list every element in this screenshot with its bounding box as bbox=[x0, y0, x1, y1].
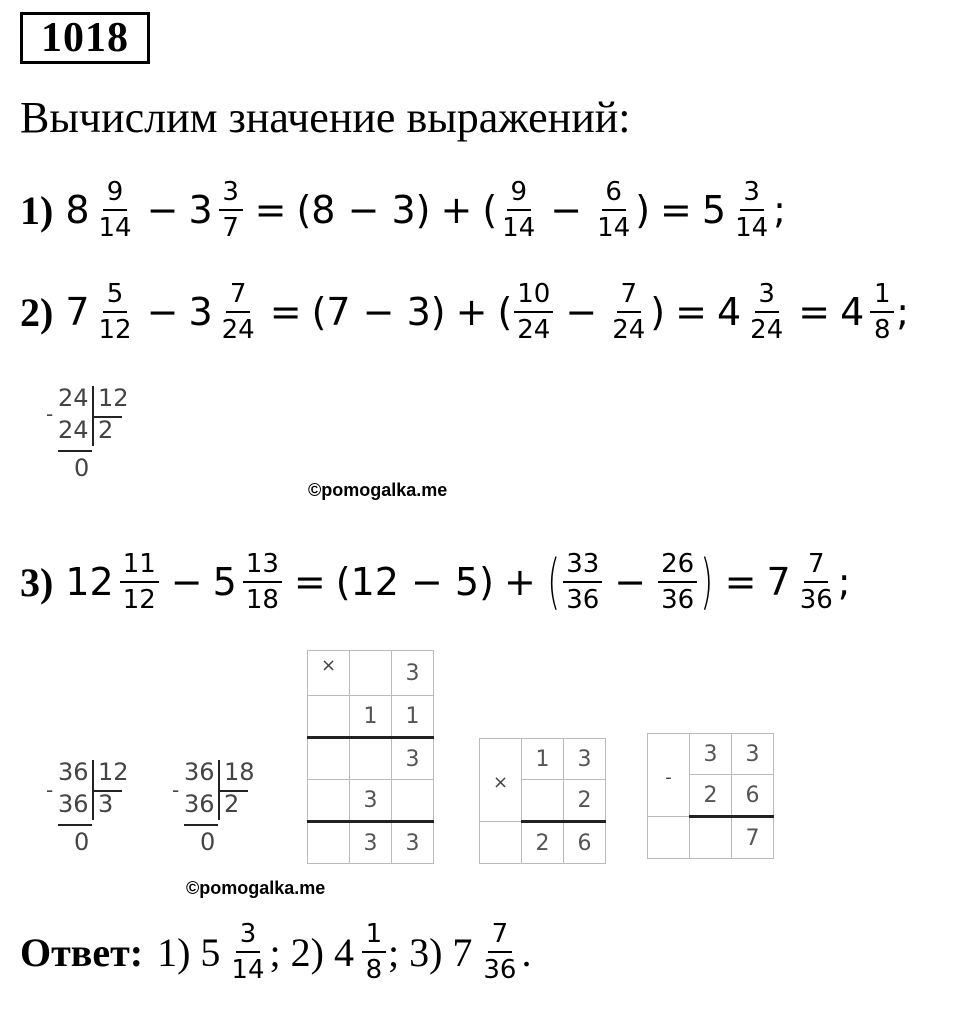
answer-part-1: 1) 5 bbox=[157, 929, 221, 975]
eq3-label: 3) bbox=[20, 559, 54, 605]
eq3-b-fraction: $\frac{13}{18}$ bbox=[243, 549, 282, 615]
eq2-equals: = bbox=[269, 290, 302, 334]
multiplication-13-by-2: × 1 3 2 2 6 bbox=[479, 738, 606, 864]
eq2-b-fraction: $\frac{7}{24}$ bbox=[221, 279, 255, 345]
eq1-label: 1) bbox=[20, 187, 54, 233]
eq3-close-paren: ) bbox=[700, 547, 714, 617]
subtraction-33-minus-26: - 3 3 2 6 7 bbox=[647, 733, 774, 859]
division-36-by-12: - 36 12 36 3 0 bbox=[46, 758, 129, 856]
eq3-group: (12 − 5) bbox=[335, 560, 494, 604]
eq2-res-whole: 4 bbox=[716, 290, 742, 334]
eq1-end: ; bbox=[773, 188, 786, 232]
eq3-minus-2: − bbox=[614, 560, 647, 604]
eq1-equals-2: = bbox=[660, 188, 692, 232]
eq2-open-paren: ( bbox=[497, 290, 513, 334]
eq2-close-paren: ) bbox=[650, 290, 666, 334]
eq1-res-fraction: 3 14 bbox=[735, 177, 769, 243]
equation-1 bbox=[20, 160, 786, 260]
answer-fraction-1: 3 14 bbox=[231, 919, 265, 985]
eq3-a-whole: 12 bbox=[65, 560, 114, 604]
eq2-res2-whole: 4 bbox=[840, 290, 865, 334]
eq2-equals-3: = bbox=[798, 290, 831, 334]
eq2-a-whole: 7 bbox=[65, 290, 90, 334]
eq1-plus: + bbox=[440, 188, 473, 232]
eq2-b-whole: 3 bbox=[188, 290, 213, 334]
eq2-label: 2) bbox=[20, 289, 54, 335]
eq3-a-fraction: 11 12 bbox=[120, 549, 159, 615]
eq1-open-paren: ( bbox=[482, 188, 498, 232]
division-36-by-18: - 36 18 36 2 0 bbox=[172, 758, 255, 856]
eq1-f1: 9 14 bbox=[502, 177, 536, 243]
eq2-res-fraction: $\frac{3}{24}$ bbox=[750, 279, 784, 345]
eq3-f1: 33 36 bbox=[563, 549, 602, 615]
answer-label: Ответ: bbox=[20, 929, 144, 975]
eq1-a-whole: 8 bbox=[65, 188, 90, 232]
division-24-by-12: - 24 12 24 2 0 bbox=[46, 384, 129, 482]
eq2-group: (7 − 3) bbox=[311, 290, 446, 334]
watermark-2: ©pomogalka.me bbox=[186, 878, 326, 898]
eq1-a-fraction: 9 14 bbox=[98, 177, 132, 243]
eq2-minus: − bbox=[146, 290, 179, 334]
watermark-1: ©pomogalka.me bbox=[308, 480, 448, 500]
answer-fraction-2: 1 8 bbox=[362, 919, 386, 985]
answer-part-3: ; 3) 7 bbox=[387, 929, 473, 975]
eq2-res2-fraction: 1 8 bbox=[870, 279, 894, 345]
eq3-end: ; bbox=[837, 560, 851, 604]
eq3-equals: = bbox=[293, 560, 326, 604]
eq1-b-whole: 3 bbox=[188, 188, 213, 232]
eq3-f2: $\frac{26}{36}$ bbox=[658, 549, 697, 615]
eq1-close-paren: ) bbox=[635, 188, 651, 232]
eq2-equals-2: = bbox=[675, 290, 707, 334]
intro-text: Вычислим значение выражений: bbox=[20, 93, 631, 142]
eq3-open-paren: ( bbox=[547, 547, 560, 617]
eq2-f2: $\frac{7}{24}$ bbox=[612, 279, 646, 345]
eq2-a-fraction: 5 12 bbox=[98, 279, 132, 345]
eq2-minus-2: − bbox=[565, 290, 598, 334]
eq3-equals-2: = bbox=[724, 560, 757, 604]
eq1-res-whole: 5 bbox=[701, 188, 727, 232]
eq1-b-fraction: $\frac{3}{7}$ bbox=[219, 177, 243, 243]
eq3-res-whole: 7 bbox=[766, 560, 791, 604]
eq3-plus: + bbox=[503, 560, 536, 604]
answer-fraction-3: 7 36 bbox=[483, 919, 517, 985]
equation-3 bbox=[20, 532, 851, 632]
eq1-minus: − bbox=[146, 188, 179, 232]
eq1-group: (8 − 3) bbox=[296, 188, 431, 232]
eq1-f2: $\frac{6}{14}$ bbox=[597, 177, 631, 243]
eq1-minus-2: − bbox=[550, 188, 583, 232]
answer-part-2: ; 2) 4 bbox=[269, 929, 354, 975]
eq2-plus: + bbox=[455, 290, 488, 334]
eq3-minus: − bbox=[170, 560, 203, 604]
eq1-equals: = bbox=[254, 188, 287, 232]
answer-end: . bbox=[521, 929, 532, 975]
eq3-res-fraction: 7 36 bbox=[799, 549, 833, 615]
eq2-end: ; bbox=[896, 290, 910, 334]
equation-2 bbox=[20, 262, 909, 362]
eq3-b-whole: 5 bbox=[212, 560, 237, 604]
multiplication-3-by-11: × 3 1 1 3 3 3 3 bbox=[307, 650, 434, 864]
problem-number: 1018 bbox=[20, 12, 150, 64]
eq2-f1: 10 24 bbox=[514, 279, 553, 345]
answer bbox=[20, 912, 531, 992]
